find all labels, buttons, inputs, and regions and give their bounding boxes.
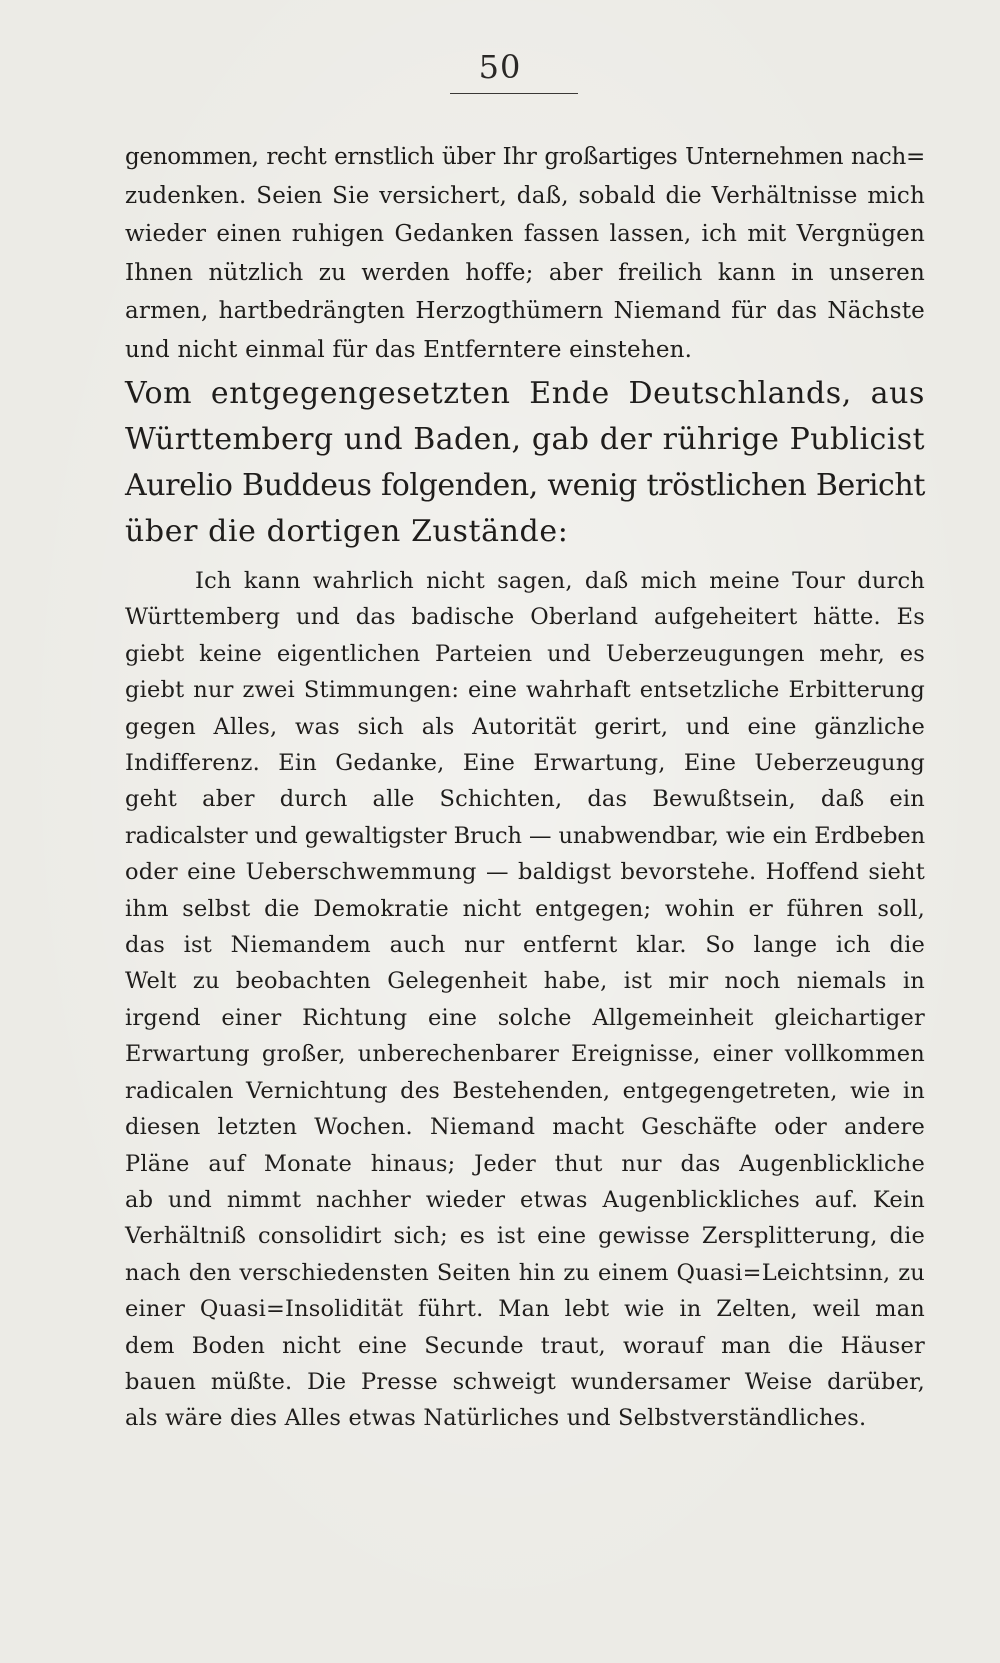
text-line: giebt nur zwei Stimmungen: eine wahrhaft entsetzliche Erbitterung — [125, 677, 925, 704]
text-line: und nicht einmal für das Entferntere einstehen. — [125, 336, 693, 363]
text-line: ab und nimmt nachher wieder etwas Augenblickliches auf. Kein — [125, 1186, 925, 1213]
text-line: einer Quasi=Insolidität führt. Man lebt wie in Zelten, weil man — [125, 1296, 925, 1323]
page-number: 50 — [478, 48, 522, 86]
text-line: radicalster und gewaltigster Bruch — unabwendbar, wie ein Erdbeben — [125, 822, 925, 849]
text-line: Württemberg und Baden, gab der rührige Publicist — [125, 422, 925, 457]
text-line: zudenken. Seien Sie versichert, daß, sobald die Verhältnisse mich — [125, 182, 925, 209]
text-line: Ich kann wahrlich nicht sagen, daß mich meine Tour durch — [195, 568, 925, 594]
text-line: giebt keine eigentlichen Parteien und Ueberzeugungen mehr, es — [125, 640, 925, 667]
text-line: Erwartung großer, unberechenbarer Ereignisse, einer vollkommen — [125, 1041, 925, 1068]
text-line: Aurelio Buddeus folgenden, wenig tröstlichen Bericht — [125, 468, 925, 503]
text-line: Württemberg und das badische Oberland aufgeheitert hätte. Es — [125, 604, 925, 631]
text-line: dem Boden nicht eine Secunde traut, worauf man die Häuser — [125, 1332, 925, 1359]
text-line: ihm selbst die Demokratie nicht entgegen; wohin er führen soll, — [125, 895, 925, 922]
text-line: oder eine Ueberschwemmung — baldigst bevorstehe. Hoffend sieht — [125, 859, 925, 886]
report-paragraph — [125, 563, 925, 1437]
text-line: nach den verschiedensten Seiten hin zu einem Quasi=Leichtsinn, zu — [125, 1259, 925, 1286]
text-line: Verhältniß consolidirt sich; es ist eine gewisse Zersplitterung, die — [125, 1223, 925, 1250]
text-line: wieder einen ruhigen Gedanken fassen lassen, ich mit Vergnügen — [125, 221, 925, 247]
text-line: Ihnen nützlich zu werden hoffe; aber freilich kann in unseren — [125, 259, 925, 286]
text-line: über die dortigen Zustände: — [125, 514, 569, 549]
text-line: das ist Niemandem auch nur entfernt klar. So lange ich die — [125, 932, 925, 959]
text-line: bauen müßte. Die Presse schweigt wundersamer Weise darüber, — [125, 1368, 925, 1395]
text-line: geht aber durch alle Schichten, das Bewußtsein, daß ein — [125, 786, 925, 813]
text-line: genommen, recht ernstlich über Ihr großartiges Unternehmen nach= — [125, 144, 925, 170]
text-line: Pläne auf Monate hinaus; Jeder thut nur das Augenblickliche — [125, 1150, 925, 1177]
text-line: gegen Alles, was sich als Autorität gerirt, und eine gänzliche — [125, 713, 925, 740]
text-line: diesen letzten Wochen. Niemand macht Geschäfte oder andere — [125, 1114, 925, 1141]
text-line: irgend einer Richtung eine solche Allgemeinheit gleichartiger — [125, 1004, 925, 1031]
letter-end-paragraph — [125, 138, 925, 369]
text-line: armen, hartbedrängten Herzogthümern Niemand für das Nächste — [125, 298, 925, 324]
text-line: Welt zu beobachten Gelegenheit habe, ist mir noch niemals in — [125, 968, 925, 995]
text-line: als wäre dies Alles etwas Natürliches und Selbstverständliches. — [125, 1405, 867, 1432]
text-line: radicalen Vernichtung des Bestehenden, entgegengetreten, wie in — [125, 1077, 925, 1104]
text-line: Vom entgegengesetzten Ende Deutschlands, aus — [125, 376, 925, 411]
intro-paragraph — [125, 371, 925, 555]
text-line: Indifferenz. Ein Gedanke, Eine Erwartung, Eine Ueberzeugung — [125, 750, 925, 777]
header-rule — [450, 93, 578, 94]
